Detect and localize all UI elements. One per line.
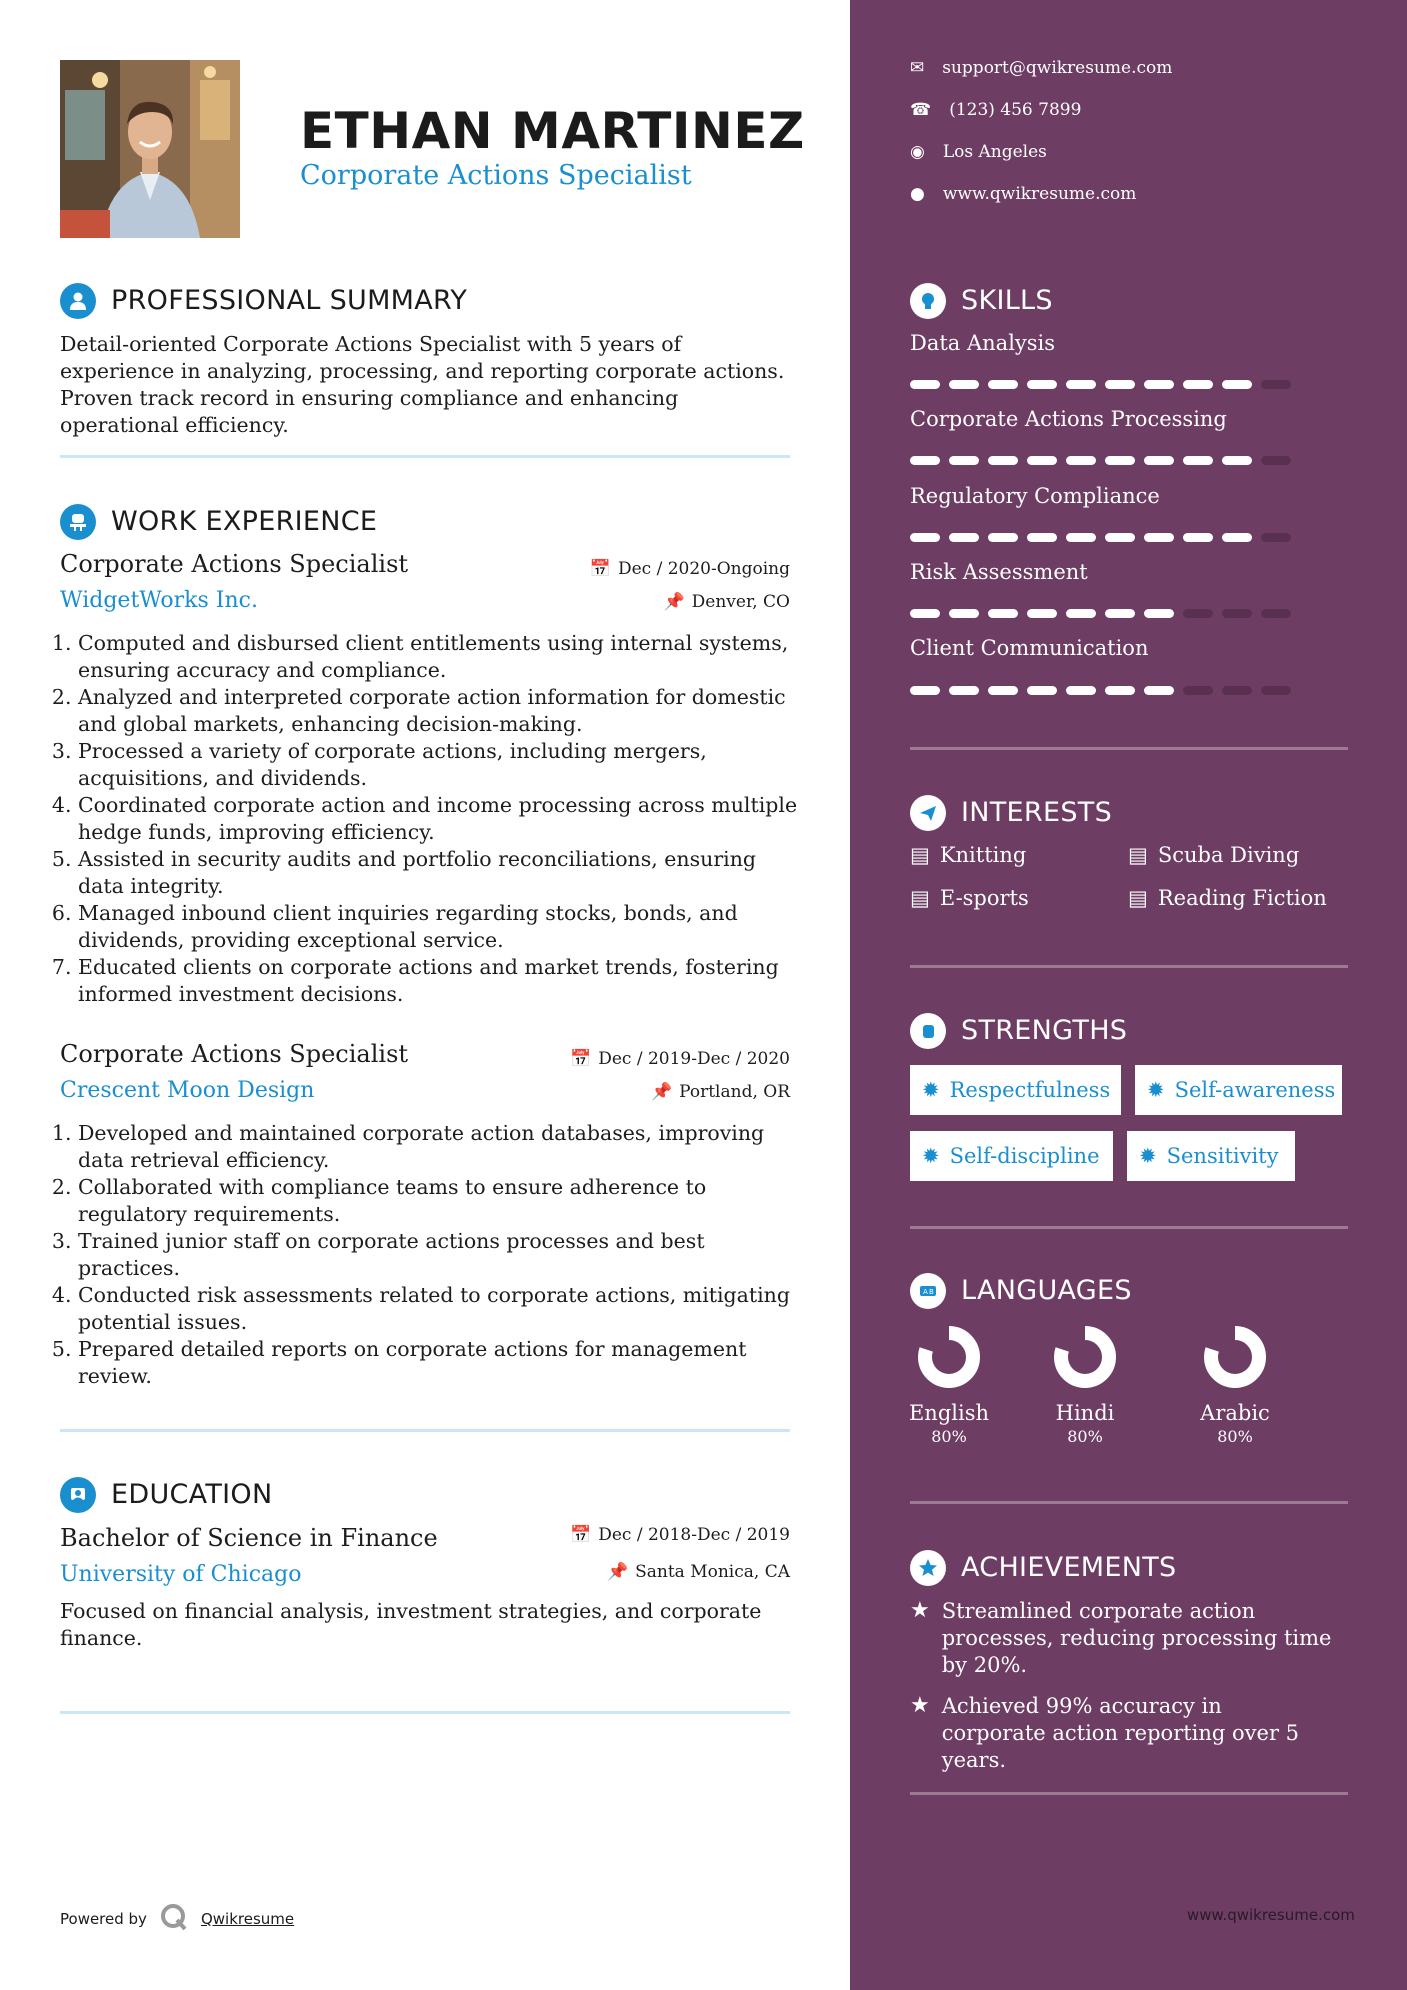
language-item bbox=[1180, 1325, 1290, 1446]
language-donut bbox=[1053, 1325, 1117, 1389]
skill-segment bbox=[1027, 380, 1057, 389]
brand-link[interactable]: Qwikresume bbox=[200, 1910, 295, 1928]
calendar-icon: 📅 bbox=[589, 559, 611, 579]
interest-item bbox=[910, 843, 1026, 867]
pin-icon: 📌 bbox=[650, 1082, 673, 1102]
education-location-text: Santa Monica, CA bbox=[635, 1562, 790, 1582]
education-location bbox=[540, 1562, 790, 1582]
skill-name: Risk Assessment bbox=[910, 560, 1088, 584]
pin-icon: 📌 bbox=[606, 1562, 629, 1582]
skill-segment bbox=[1027, 686, 1057, 695]
strength-label: Respectfulness bbox=[949, 1078, 1111, 1102]
interest-label: Knitting bbox=[939, 843, 1027, 867]
shooting-star-icon: ★ bbox=[910, 1598, 930, 1623]
job-dates bbox=[540, 559, 790, 579]
interest-label: Scuba Diving bbox=[1157, 843, 1300, 867]
language-percent: 80% bbox=[931, 1427, 967, 1446]
qwikresume-logo-icon bbox=[159, 1902, 189, 1936]
skill-segment bbox=[1144, 533, 1174, 542]
star-icon bbox=[910, 1550, 946, 1586]
skill-segment bbox=[1261, 533, 1291, 542]
education-dates-text: Dec / 2018-Dec / 2019 bbox=[598, 1525, 790, 1545]
contact-location bbox=[910, 142, 1047, 162]
skill-segment bbox=[988, 609, 1018, 618]
svg-text:B: B bbox=[929, 1288, 934, 1296]
degree: Bachelor of Science in Finance bbox=[60, 1524, 438, 1552]
skill-segment bbox=[1222, 456, 1252, 465]
job-bullets bbox=[60, 1120, 800, 1390]
language-donut bbox=[917, 1325, 981, 1389]
skill-segment bbox=[1261, 609, 1291, 618]
achievement-item bbox=[910, 1598, 1332, 1679]
section-divider bbox=[910, 1501, 1348, 1504]
interest-label: Reading Fiction bbox=[1157, 886, 1327, 910]
job-location-text: Denver, CO bbox=[691, 592, 790, 612]
skill-level-bar bbox=[910, 686, 1291, 695]
skill-segment bbox=[988, 533, 1018, 542]
achievement-item bbox=[910, 1693, 1332, 1774]
strength-chip bbox=[1135, 1065, 1342, 1115]
contact-website[interactable] bbox=[910, 184, 1136, 204]
globe-icon: ● bbox=[910, 184, 925, 204]
achievement-text: Achieved 99% accuracy in corporate action reporting over 5 years. bbox=[941, 1694, 1300, 1772]
education-text: Focused on financial analysis, investment strategies, and corporate finance. bbox=[60, 1599, 762, 1650]
interest-item bbox=[910, 886, 1029, 910]
skills-title: SKILLS bbox=[961, 285, 1053, 316]
job-dates-text: Dec / 2020-Ongoing bbox=[617, 559, 790, 579]
interest-item bbox=[1128, 843, 1299, 867]
skill-segment bbox=[1222, 609, 1252, 618]
summary-text: Detail-oriented Corporate Actions Specialist with 5 years of experience in analyzing, processing, and reporting corporate actions. Proven track record in ensuring compliance and enhancing operational efficiency. bbox=[60, 332, 785, 437]
language-icon bbox=[910, 1273, 946, 1309]
skill-segment bbox=[910, 686, 940, 695]
interest-label: E-sports bbox=[939, 886, 1029, 910]
section-divider bbox=[60, 1711, 790, 1714]
list-item: 2. Analyzed and interpreted corporate action information for domestic and global markets, enhancing decision-making. bbox=[78, 684, 800, 738]
strength-label: Self-discipline bbox=[949, 1144, 1100, 1168]
job-dates-text: Dec / 2019-Dec / 2020 bbox=[598, 1049, 790, 1069]
strength-chip bbox=[1127, 1131, 1295, 1181]
skill-level-bar bbox=[910, 609, 1291, 618]
education-dates bbox=[520, 1525, 790, 1545]
strengths-title: STRENGTHS bbox=[961, 1015, 1128, 1046]
languages-title: LANGUAGES bbox=[961, 1275, 1132, 1306]
book-icon: ▤ bbox=[1128, 843, 1148, 867]
skill-segment bbox=[1183, 686, 1213, 695]
calendar-icon: 📅 bbox=[570, 1049, 592, 1069]
skill-segment bbox=[910, 380, 940, 389]
skill-segment bbox=[1183, 533, 1213, 542]
skill-segment bbox=[1066, 609, 1096, 618]
contact-phone-text: (123) 456 7899 bbox=[949, 100, 1082, 120]
skill-level-bar bbox=[910, 380, 1291, 389]
skill-segment bbox=[988, 456, 1018, 465]
graduation-cap-icon bbox=[60, 1477, 96, 1513]
job-title: Corporate Actions Specialist bbox=[60, 1040, 409, 1068]
job-dates bbox=[520, 1049, 790, 1069]
skill-level-bar bbox=[910, 533, 1291, 542]
lightbulb-icon bbox=[910, 283, 946, 319]
skill-segment bbox=[1144, 456, 1174, 465]
job-location bbox=[540, 592, 790, 612]
skill-segment bbox=[949, 533, 979, 542]
skill-segment bbox=[949, 380, 979, 389]
language-name: Hindi bbox=[1055, 1401, 1115, 1425]
company-name: Crescent Moon Design bbox=[60, 1078, 315, 1103]
skill-segment bbox=[988, 686, 1018, 695]
skill-segment bbox=[1261, 456, 1291, 465]
skill-segment bbox=[1261, 686, 1291, 695]
skill-name: Corporate Actions Processing bbox=[910, 407, 1227, 431]
school-name: University of Chicago bbox=[60, 1562, 302, 1587]
skill-segment bbox=[1144, 686, 1174, 695]
skill-segment bbox=[1066, 686, 1096, 695]
skill-segment bbox=[1105, 686, 1135, 695]
skill-level-bar bbox=[910, 456, 1291, 465]
language-name: Arabic bbox=[1200, 1401, 1270, 1425]
skill-segment bbox=[988, 380, 1018, 389]
candidate-role: Corporate Actions Specialist bbox=[300, 160, 692, 191]
book-icon: ▤ bbox=[1128, 886, 1148, 910]
section-divider bbox=[60, 1429, 790, 1432]
strength-label: Self-awareness bbox=[1174, 1078, 1336, 1102]
list-item: 6. Managed inbound client inquiries regarding stocks, bonds, and dividends, providing exceptional service. bbox=[78, 900, 800, 954]
language-percent: 80% bbox=[1217, 1427, 1253, 1446]
job-title: Corporate Actions Specialist bbox=[60, 550, 409, 578]
badge-icon: ✹ bbox=[1147, 1078, 1165, 1102]
education-title: EDUCATION bbox=[111, 1479, 273, 1510]
achievements-title: ACHIEVEMENTS bbox=[961, 1552, 1177, 1583]
badge-icon: ✹ bbox=[922, 1078, 940, 1102]
strength-chip bbox=[910, 1131, 1113, 1181]
skill-segment bbox=[1222, 380, 1252, 389]
badge-icon: ✹ bbox=[1139, 1144, 1157, 1168]
candidate-name: ETHAN MARTINEZ bbox=[300, 102, 805, 160]
list-item: 4. Coordinated corporate action and income processing across multiple hedge funds, improving efficiency. bbox=[78, 792, 800, 846]
skill-segment bbox=[1027, 456, 1057, 465]
summary-title: PROFESSIONAL SUMMARY bbox=[111, 285, 468, 316]
skill-name: Data Analysis bbox=[910, 331, 1056, 355]
experience-title: WORK EXPERIENCE bbox=[111, 506, 378, 537]
company-name: WidgetWorks Inc. bbox=[60, 588, 258, 613]
skill-segment bbox=[910, 609, 940, 618]
skill-name: Client Communication bbox=[910, 636, 1149, 660]
skill-segment bbox=[1066, 380, 1096, 389]
skill-segment bbox=[1027, 609, 1057, 618]
interests-title: INTERESTS bbox=[961, 797, 1113, 828]
skill-segment bbox=[1144, 380, 1174, 389]
skill-segment bbox=[910, 456, 940, 465]
job-location bbox=[540, 1082, 790, 1102]
book-icon: ▤ bbox=[910, 886, 930, 910]
skill-segment bbox=[949, 686, 979, 695]
skill-segment bbox=[1027, 533, 1057, 542]
list-item: 5. Assisted in security audits and portfolio reconciliations, ensuring data integrity. bbox=[78, 846, 800, 900]
contact-phone[interactable] bbox=[910, 100, 1081, 120]
language-name: English bbox=[908, 1401, 990, 1425]
contact-email-text: support@qwikresume.com bbox=[942, 58, 1173, 78]
svg-text:A: A bbox=[923, 1288, 928, 1296]
section-divider bbox=[910, 965, 1348, 968]
briefcase-icon bbox=[60, 504, 96, 540]
powered-by bbox=[60, 1902, 294, 1936]
interest-item bbox=[1128, 886, 1327, 910]
section-divider bbox=[910, 1792, 1348, 1795]
skill-name: Regulatory Compliance bbox=[910, 484, 1160, 508]
skill-segment bbox=[1183, 609, 1213, 618]
language-donut bbox=[1203, 1325, 1267, 1389]
achievement-text: Streamlined corporate action processes, reducing processing time by 20%. bbox=[941, 1599, 1332, 1677]
list-item: 1. Computed and disbursed client entitlements using internal systems, ensuring accuracy and compliance. bbox=[78, 630, 800, 684]
skill-segment bbox=[1105, 380, 1135, 389]
skill-segment bbox=[1105, 609, 1135, 618]
skill-segment bbox=[1183, 380, 1213, 389]
language-percent: 80% bbox=[1067, 1427, 1103, 1446]
language-item bbox=[1030, 1325, 1140, 1446]
phone-icon: ☎ bbox=[910, 100, 932, 120]
list-item: 2. Collaborated with compliance teams to ensure adherence to regulatory requirements. bbox=[78, 1174, 800, 1228]
contact-website-text: www.qwikresume.com bbox=[942, 184, 1137, 204]
list-item: 7. Educated clients on corporate actions and market trends, fostering informed investment decisions. bbox=[78, 954, 800, 1008]
list-item: 3. Processed a variety of corporate actions, including mergers, acquisitions, and dividends. bbox=[78, 738, 800, 792]
user-icon bbox=[60, 283, 96, 319]
skill-segment bbox=[949, 609, 979, 618]
skill-segment bbox=[1066, 456, 1096, 465]
map-pin-icon: ◉ bbox=[910, 142, 925, 162]
skill-segment bbox=[1261, 380, 1291, 389]
skill-segment bbox=[1222, 533, 1252, 542]
fist-icon bbox=[910, 1013, 946, 1049]
profile-photo bbox=[60, 60, 240, 238]
skill-segment bbox=[1105, 533, 1135, 542]
skill-segment bbox=[949, 456, 979, 465]
book-icon: ▤ bbox=[910, 843, 930, 867]
job-location-text: Portland, OR bbox=[679, 1082, 790, 1102]
list-item: 1. Developed and maintained corporate action databases, improving data retrieval efficiency. bbox=[78, 1120, 800, 1174]
list-item: 4. Conducted risk assessments related to corporate actions, mitigating potential issues. bbox=[78, 1282, 800, 1336]
list-item: 3. Trained junior staff on corporate actions processes and best practices. bbox=[78, 1228, 800, 1282]
skill-segment bbox=[1066, 533, 1096, 542]
badge-icon: ✹ bbox=[922, 1144, 940, 1168]
skill-segment bbox=[1105, 456, 1135, 465]
skill-segment bbox=[910, 533, 940, 542]
calendar-icon: 📅 bbox=[570, 1525, 592, 1545]
section-divider bbox=[910, 747, 1348, 750]
skill-segment bbox=[1183, 456, 1213, 465]
job-bullets bbox=[60, 630, 800, 1008]
contact-location-text: Los Angeles bbox=[942, 142, 1047, 162]
skill-segment bbox=[1222, 686, 1252, 695]
skill-segment bbox=[1144, 609, 1174, 618]
footer-website[interactable]: www.qwikresume.com bbox=[1187, 1906, 1355, 1924]
powered-by-label: Powered by bbox=[60, 1910, 147, 1928]
shooting-star-icon: ★ bbox=[910, 1693, 930, 1718]
language-item bbox=[894, 1325, 1004, 1446]
list-item: 5. Prepared detailed reports on corporate actions for management review. bbox=[78, 1336, 800, 1390]
section-divider bbox=[910, 1226, 1348, 1229]
strength-chip bbox=[910, 1065, 1121, 1115]
strength-label: Sensitivity bbox=[1166, 1144, 1279, 1168]
envelope-icon: ✉ bbox=[910, 58, 925, 78]
paper-plane-icon bbox=[910, 795, 946, 831]
pin-icon: 📌 bbox=[663, 592, 685, 612]
section-divider bbox=[60, 455, 790, 458]
contact-email[interactable] bbox=[910, 58, 1172, 78]
